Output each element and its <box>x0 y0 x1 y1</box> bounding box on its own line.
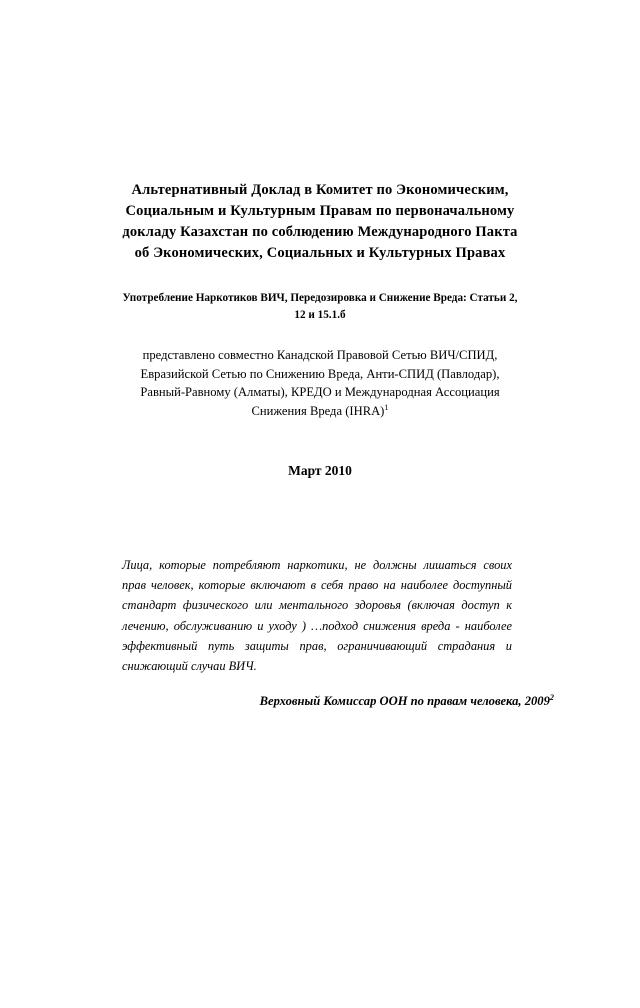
title-line-3: докладу Казахстан по соблюдению Международного Пакта <box>122 224 518 241</box>
quote-attribution-text: Верховный Комиссар ООН по правам человека, 2009 <box>259 693 550 708</box>
document-subtitle <box>86 290 554 324</box>
document-title <box>86 180 554 264</box>
document-quote: Лица, которые потребляют наркотики, не должны лишаться своих прав человек, которые включают в себя право на наиболее доступный стандарт физического или ментального здоровья (включая доступ к лечению, обслуживанию и уходу ) …подход снижения вреда - наиболее эффективный путь защиты прав, ограничивающий страдания и снижающий случаи ВИЧ. <box>122 558 512 673</box>
credits-footnote-marker: 1 <box>384 403 389 413</box>
title-line-2: Социальным и Культурным Правам по первоначальному <box>125 203 515 220</box>
credits-line-2: Евразийской Сетью по Снижению Вреда, Анти-СПИД (Павлодар), <box>140 366 500 381</box>
title-line-4: об Экономических, Социальных и Культурных Правах <box>134 245 506 262</box>
subtitle-line-1: Употребление Наркотиков ВИЧ, Передозировка и Снижение Вреда: Статьи 2, <box>122 292 518 305</box>
subtitle-line-2: 12 и 15.1.б <box>294 308 346 321</box>
credits-line-1: представлено совместно Канадской Правовой Сетью ВИЧ/СПИД, <box>142 347 498 362</box>
document-quote-attribution <box>86 694 554 709</box>
document-credits <box>86 346 554 422</box>
credits-line-4-text: Снижения Вреда (IHRA) <box>251 404 385 419</box>
quote-footnote-marker: 2 <box>549 692 554 702</box>
document-date: Март 2010 <box>288 463 352 479</box>
title-line-1: Альтернативный Доклад в Комитет по Экономическим, <box>131 182 509 198</box>
credits-line-3: Равный-Равному (Алматы), КРЕДО и Международная Ассоциация <box>140 385 500 400</box>
document-page <box>0 180 640 1008</box>
credits-line-4 <box>86 402 554 421</box>
